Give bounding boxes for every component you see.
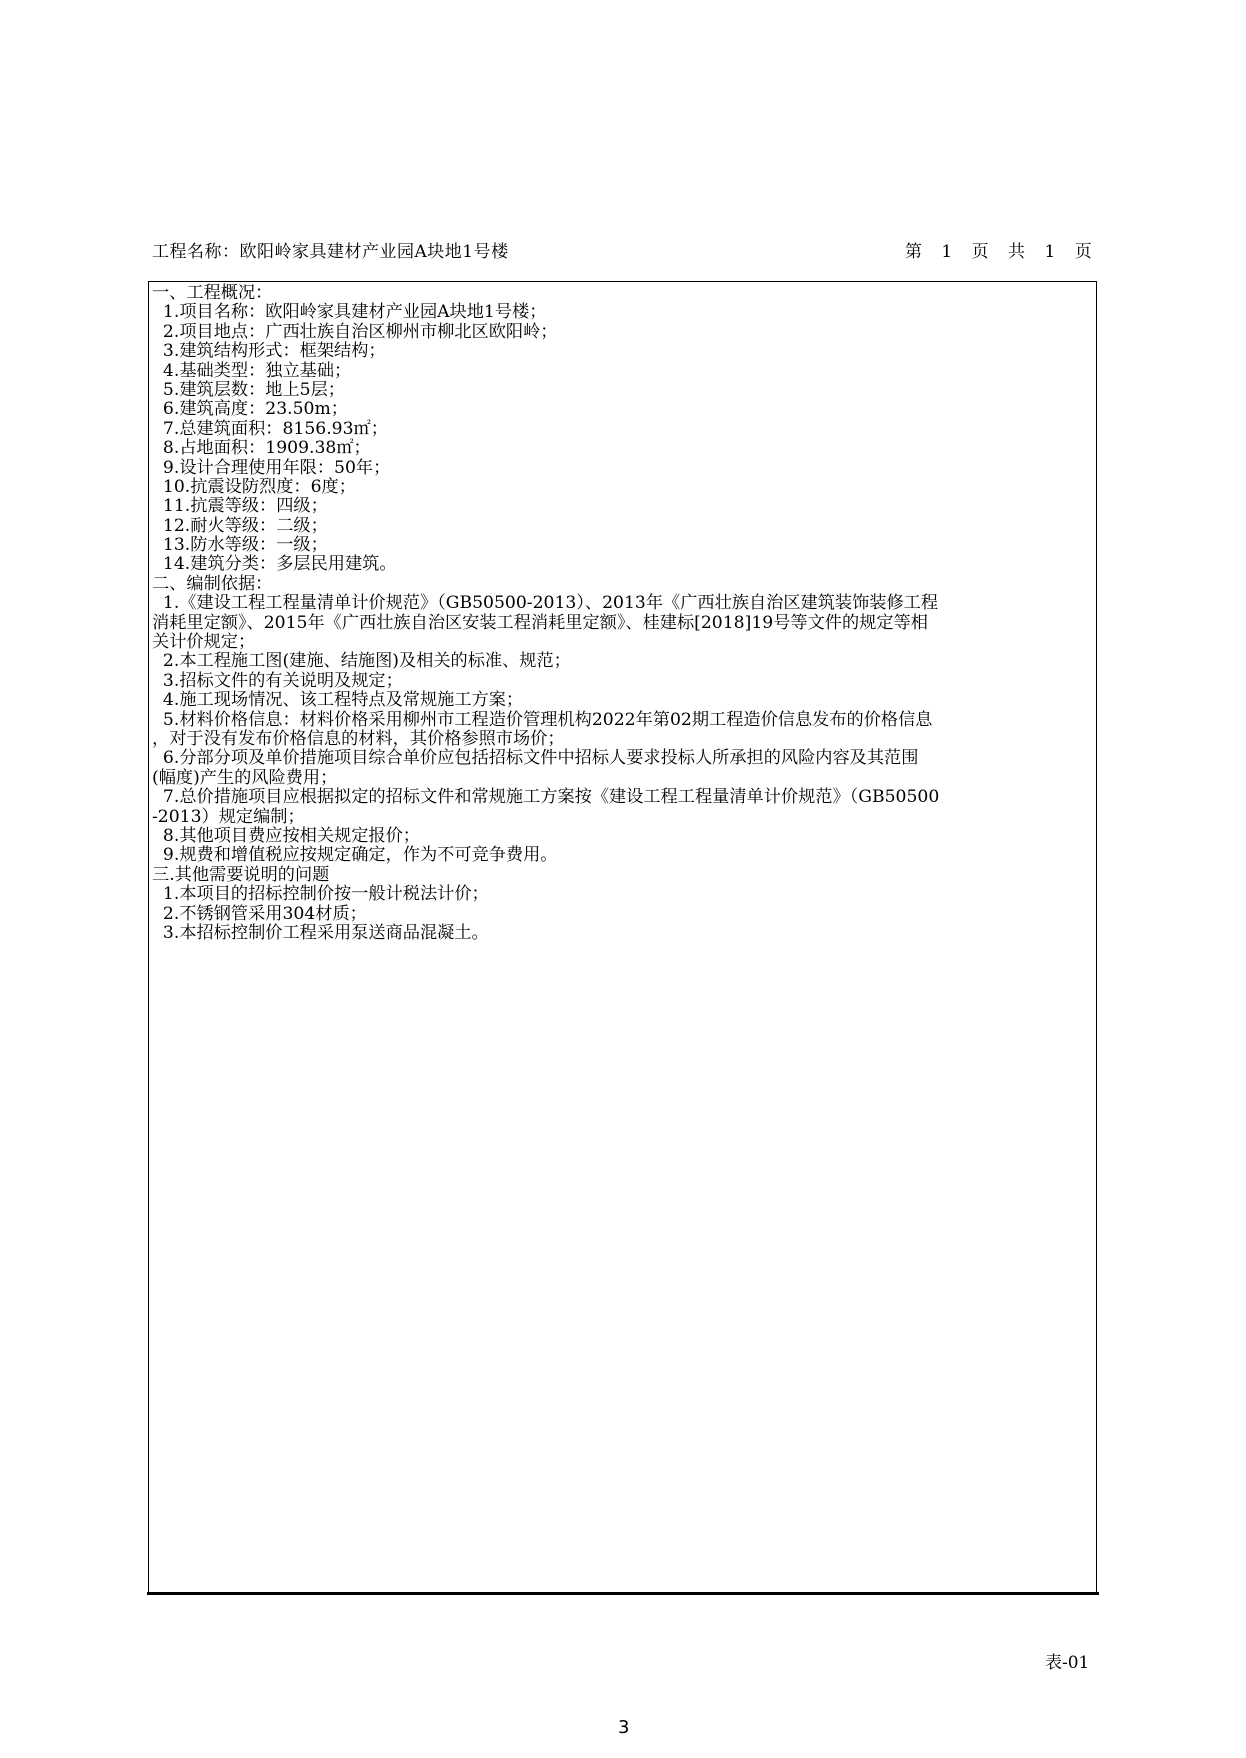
content-line: 3.招标文件的有关说明及规定； — [152, 670, 403, 691]
content-line: -2013）规定编制； — [152, 806, 305, 827]
content-line: 14.建筑分类：多层民用建筑。 — [152, 554, 397, 575]
content-line: 三.其他需要说明的问题 — [152, 864, 330, 885]
page-info — [905, 237, 1092, 262]
content-line: 8.其他项目费应按相关规定报价； — [152, 825, 420, 846]
page-info-label-2: 页 — [971, 242, 989, 262]
content-line: 1.《建设工程工程量清单计价规范》（GB50500-2013）、2013年《广西壮族自治区建筑装饰装修工程 — [152, 593, 939, 614]
content-line: 7.总建筑面积：8156.93㎡； — [152, 418, 388, 439]
content-line: 11.抗震等级：四级； — [152, 496, 328, 517]
frame-bottom-rule — [147, 1592, 1099, 1595]
page-info-label-4: 页 — [1074, 242, 1092, 262]
content-line: 4.基础类型：独立基础； — [152, 360, 352, 381]
content-line: (幅度)产生的风险费用； — [152, 767, 338, 788]
content-line: 1.项目名称：欧阳岭家具建材产业园A块地1号楼； — [152, 302, 547, 323]
content-line: 消耗里定额》、2015年《广西壮族自治区安装工程消耗里定额》、桂建标[2018]19号等文件的规定等相 — [152, 612, 928, 633]
content-line: 2.不锈钢管采用304材质； — [152, 903, 367, 924]
page-number: 3 — [618, 1717, 630, 1738]
content-line: 3.本招标控制价工程采用泵送商品混凝土。 — [152, 922, 489, 943]
content-line: 5.材料价格信息：材料价格采用柳州市工程造价管理机构2022年第02期工程造价信息发布的价格信息 — [152, 709, 933, 730]
page-info-label-1: 第 — [905, 242, 922, 262]
content-line: 5.建筑层数：地上5层； — [152, 379, 345, 400]
content-line: 3.建筑结构形式：框架结构； — [152, 341, 386, 362]
content-line: 12.耐火等级：二级； — [152, 515, 328, 536]
content-line: 2.本工程施工图(建施、结施图)及相关的标准、规范； — [152, 651, 571, 672]
content-line: 8.占地面积：1909.38㎡； — [152, 438, 371, 459]
page-info-label-3: 共 — [1008, 242, 1026, 262]
page-info-current: 1 — [941, 242, 953, 262]
content-line: 6.分部分项及单价措施项目综合单价应包括招标文件中招标人要求投标人所承担的风险内容及其范围 — [152, 748, 919, 769]
content-line: 13.防水等级：一级； — [152, 535, 328, 556]
project-name: 工程名称：欧阳岭家具建材产业园A块地1号楼 — [152, 242, 509, 262]
content-line: 二、编制依据： — [152, 573, 273, 594]
content-line: 7.总价措施项目应根据拟定的招标文件和常规施工方案按《建设工程工程量清单计价规范》（GB50500 — [152, 787, 940, 808]
content-line: 9.规费和增值税应按规定确定，作为不可竞争费用。 — [152, 845, 558, 866]
content-line: 9.设计合理使用年限：50年； — [152, 457, 391, 478]
content-line: 10.抗震设防烈度：6度； — [152, 476, 356, 497]
content-line: 4.施工现场情况、该工程特点及常规施工方案； — [152, 690, 524, 711]
table-code: 表-01 — [1045, 1653, 1090, 1673]
content-line: 2.项目地点：广西壮族自治区柳州市柳北区欧阳岭； — [152, 321, 558, 342]
description-content — [152, 284, 1092, 943]
content-line: 关计价规定； — [152, 632, 256, 653]
content-line: 6.建筑高度：23.50m； — [152, 399, 348, 420]
page-info-total: 1 — [1044, 242, 1056, 262]
content-line: 1.本项目的招标控制价按一般计税法计价； — [152, 884, 489, 905]
content-line: ，对于没有发布价格信息的材料，其价格参照市场价； — [152, 728, 565, 749]
content-line: 一、工程概况： — [152, 283, 273, 303]
